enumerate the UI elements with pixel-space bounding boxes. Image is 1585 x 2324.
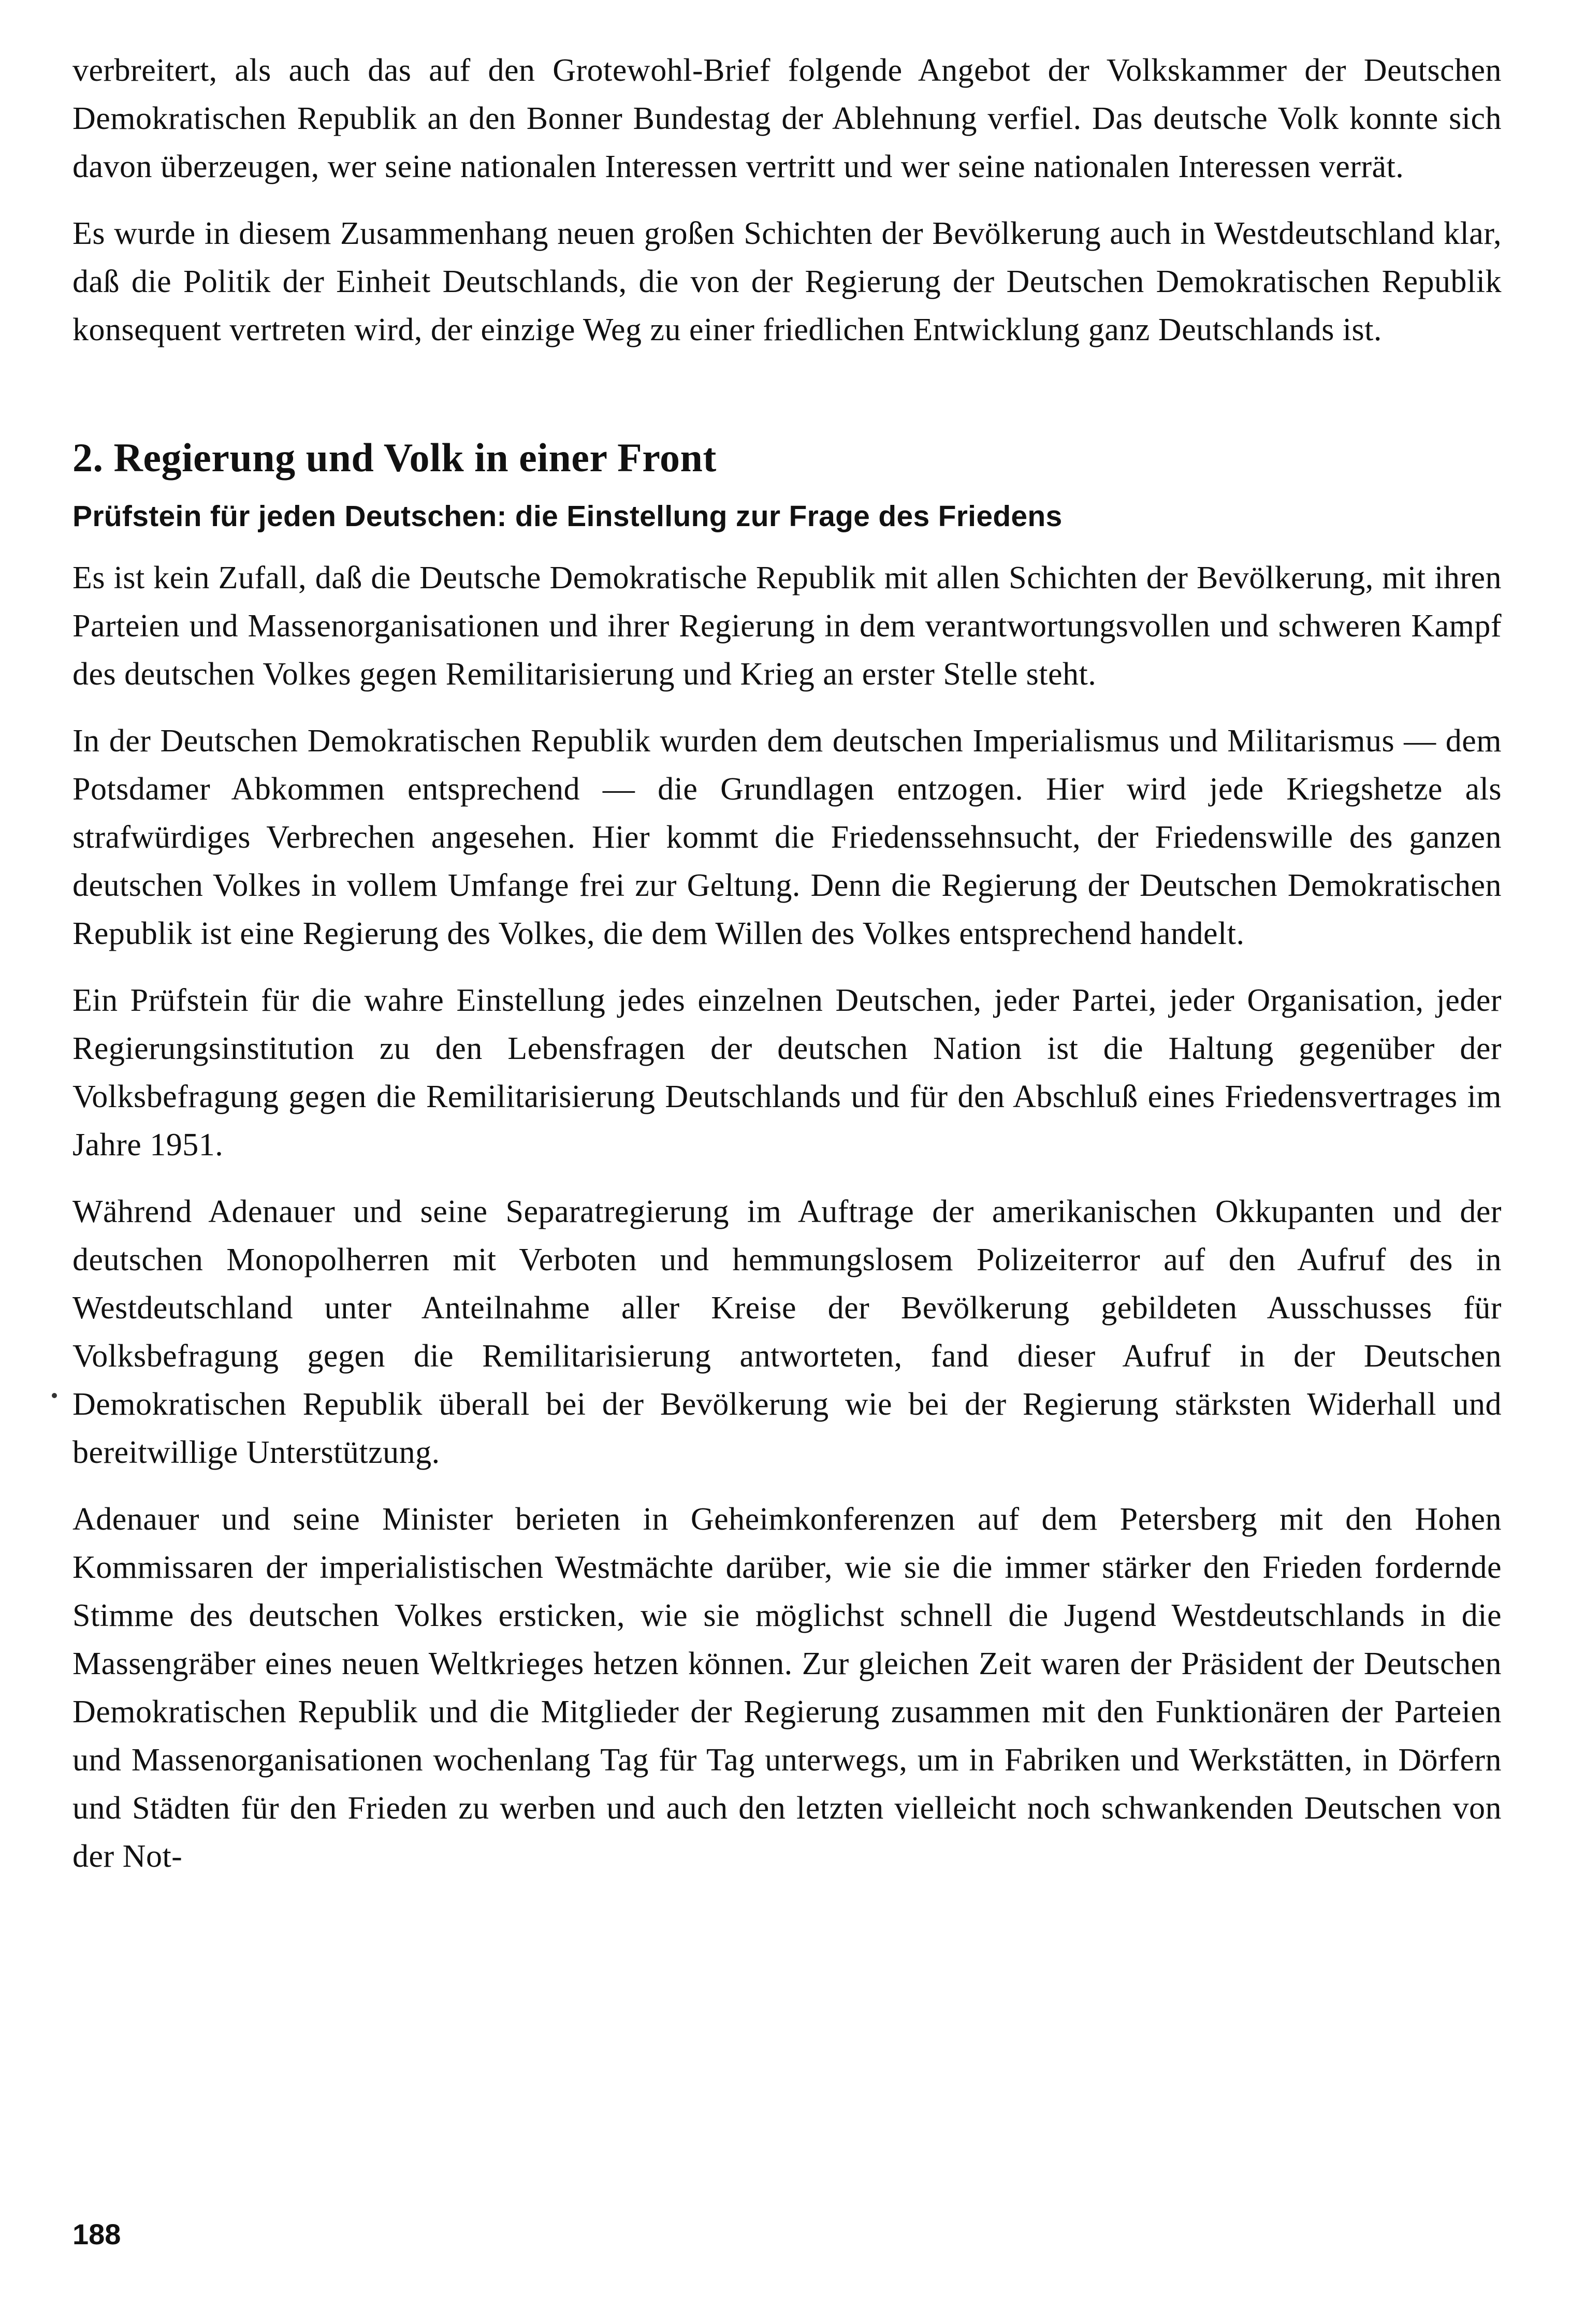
- section-paragraph-5: Adenauer und seine Minister berieten in Geheimkonferenzen auf dem Petersberg mit den Hohen Kommissaren der imperialistischen Westmächte darüber, wie sie die immer stärker den Frieden fordernde Stimme des deutschen Volkes ersticken, wie sie möglichst schnell die Jugend Westdeutschlands in die Massengräber eines neuen Weltkrieges hetzen können. Zur gleichen Zeit waren der Präsident der Deutschen Demokratischen Republik und die Mitglieder der Regierung zusammen mit den Funktionären der Parteien und Massenorganisationen wochenlang Tag für Tag unterwegs, um in Fabriken und Werkstätten, in Dörfern und Städten für den Frieden zu werben und auch den letzten vielleicht noch schwankenden Deutschen von der Not-: [72, 1502, 1502, 1874]
- section-paragraph-3: Ein Prüfstein für die wahre Einstellung jedes einzelnen Deutschen, jeder Partei, jeder Organisation, jeder Regierungsinstitution zu den Lebensfragen der deutschen Nation ist die Haltung gegenüber der Volksbefragung gegen die Remilitarisierung Deutschlands und für den Abschluß eines Friedensvertrages im Jahre 1951.: [72, 983, 1502, 1163]
- intro-paragraph-2: Es wurde in diesem Zusammenhang neuen großen Schichten der Bevölkerung auch in Westdeutschland klar, daß die Politik der Einheit Deutschlands, die von der Regierung der Deutschen Demokratischen Republik konsequent vertreten wird, der einzige Weg zu einer friedlichen Entwicklung ganz Deutschlands ist.: [72, 216, 1502, 347]
- section-subtitle: Prüfstein für jeden Deutschen: die Einstellung zur Frage des Friedens: [72, 500, 1063, 533]
- section-paragraph-2: In der Deutschen Demokratischen Republik wurden dem deutschen Imperialismus und Militarismus — dem Potsdamer Abkommen entsprechend — die Grundlagen entzogen. Hier wird jede Kriegshetze als strafwürdiges Verbrechen angesehen. Hier kommt die Friedenssehnsucht, der Friedenswille des ganzen deutschen Volkes in vollem Umfange frei zur Geltung. Denn die Regierung der Deutschen Demokratischen Republik ist eine Regierung des Volkes, die dem Willen des Volkes entsprechend handelt.: [72, 723, 1502, 951]
- section-title: 2. Regierung und Volk in einer Front: [72, 435, 717, 480]
- section-paragraph-1: Es ist kein Zufall, daß die Deutsche Demokratische Republik mit allen Schichten der Bevölkerung, mit ihren Parteien und Massenorganisationen und ihrer Regierung in dem verantwortungsvollen und schweren Kampf des deutschen Volkes gegen Remilitarisierung und Krieg an erster Stelle steht.: [72, 560, 1502, 692]
- page-number: 188: [72, 2218, 121, 2250]
- section-paragraph-4: Während Adenauer und seine Separatregierung im Auftrage der amerikanischen Okkupanten und der deutschen Monopolherren mit Verboten und hemmungslosem Polizeiterror auf den Aufruf des in Westdeutschland unter Anteilnahme aller Kreise der Bevölkerung gebildeten Ausschusses für Volksbefragung gegen die Remilitarisierung antworteten, fand dieser Aufruf in der Deutschen Demokratischen Republik überall bei der Bevölkerung wie bei der Regierung stärksten Widerhall und bereitwillige Unterstützung.: [72, 1194, 1502, 1470]
- margin-dot: [52, 1393, 57, 1398]
- intro-paragraph-1: verbreitert, als auch das auf den Grotewohl-Brief folgende Angebot der Volkskammer der Deutschen Demokratischen Republik an den Bonner Bundestag der Ablehnung verfiel. Das deutsche Volk konnte sich davon überzeugen, wer seine nationalen Interessen vertritt und wer seine nationalen Interessen verrät.: [72, 53, 1502, 184]
- page-body: [72, 47, 1502, 1881]
